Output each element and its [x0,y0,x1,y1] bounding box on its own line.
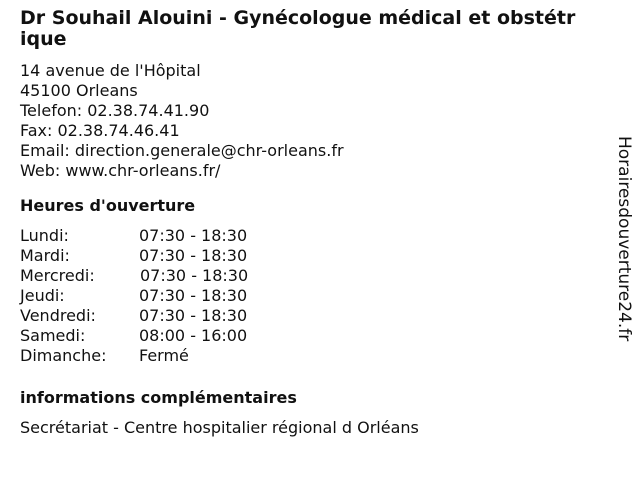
time-value: 08:00 - 16:00 [139,326,248,345]
hours-row-wednesday [20,266,590,286]
day-label: Samedi: [20,326,86,345]
day-label: Mercredi: [20,266,95,285]
time-value: 07:30 - 18:30 [140,266,249,285]
day-label: Vendredi: [20,306,96,325]
postal-city: 45100 Orleans [20,81,138,100]
fax-number: Fax: 02.38.74.46.41 [20,121,180,140]
hours-row-saturday [20,326,590,346]
day-label: Dimanche: [20,346,107,365]
hours-row-friday [20,306,590,326]
time-value: 07:30 - 18:30 [139,286,248,305]
day-label: Jeudi: [20,286,65,305]
address-block [20,61,590,181]
day-label: Lundi: [20,226,69,245]
website: Web: www.chr-orleans.fr/ [20,161,221,180]
hours-row-sunday [20,346,590,366]
opening-hours-table [20,226,590,366]
street-address: 14 avenue de l'Hôpital [20,61,201,80]
site-watermark: Horairesdouverture24.fr [614,136,634,342]
day-label: Mardi: [20,246,70,265]
hours-row-tuesday [20,246,590,266]
email-address: Email: direction.generale@chr-orleans.fr [20,141,344,160]
hours-row-monday [20,226,590,246]
time-value: 07:30 - 18:30 [139,306,248,325]
hours-row-thursday [20,286,590,306]
time-value: 07:30 - 18:30 [139,226,248,245]
phone-number: Telefon: 02.38.74.41.90 [20,101,210,120]
page-title: Dr Souhail Alouini - Gynécologue médical et obstétrique [20,7,576,50]
time-value: Fermé [139,346,189,365]
business-card [20,8,590,438]
additional-info-heading: informations complémentaires [20,388,297,407]
opening-hours-heading: Heures d'ouverture [20,196,196,215]
time-value: 07:30 - 18:30 [139,246,248,265]
additional-info-text: Secrétariat - Centre hospitalier régional d Orléans [20,418,419,437]
